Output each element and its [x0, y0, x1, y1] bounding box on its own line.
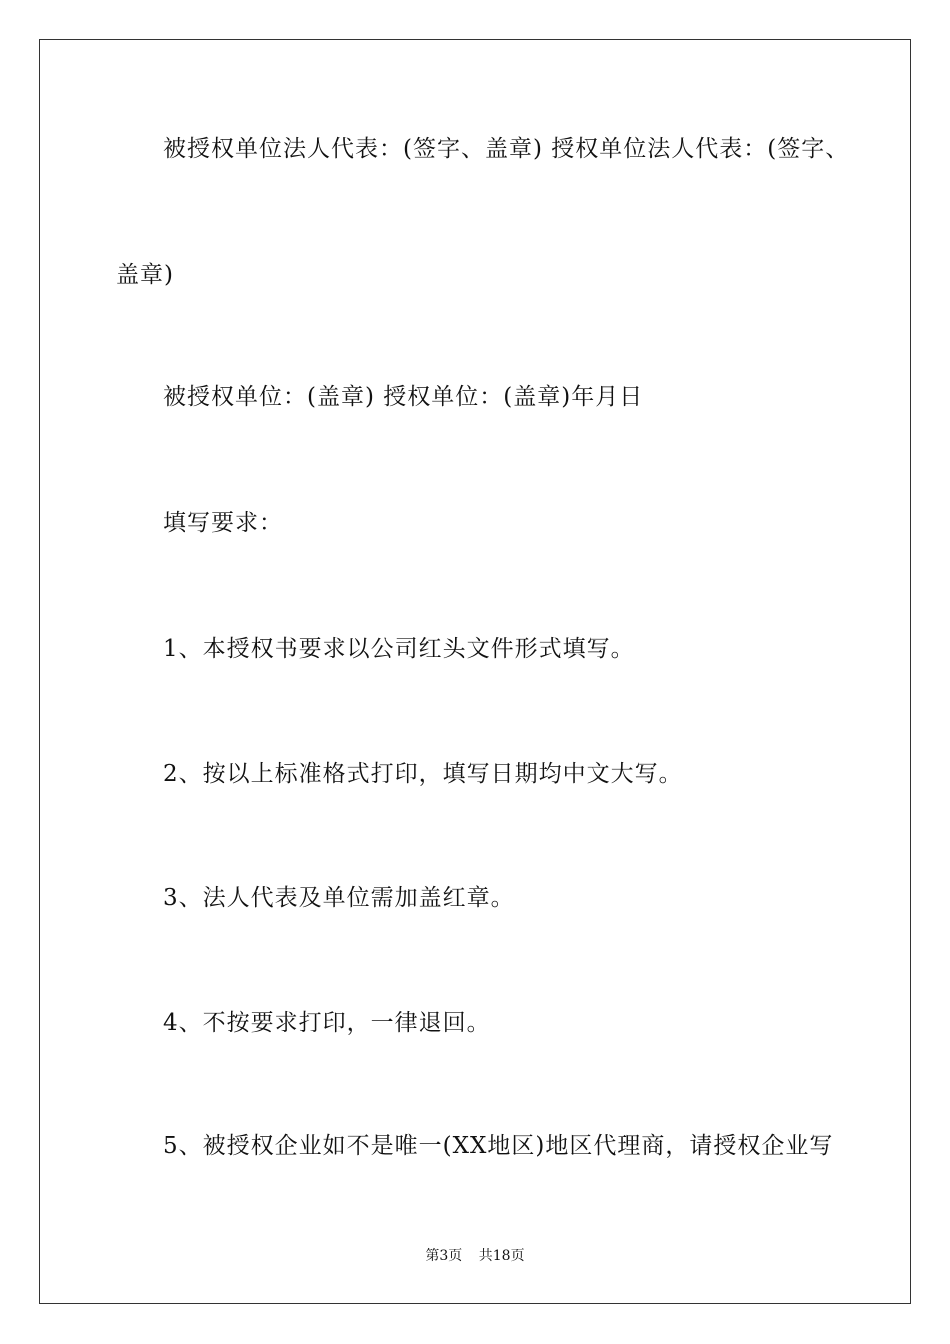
- requirement-item-4: 4、不按要求打印，一律退回。: [163, 1010, 491, 1036]
- paragraph-signature-continuation: 盖章): [116, 262, 174, 288]
- paragraph-signature-line: 被授权单位法人代表：(签字、盖章) 授权单位法人代表：(签字、: [163, 136, 850, 162]
- page-footer: [0, 1247, 950, 1265]
- requirement-item-3: 3、法人代表及单位需加盖红章。: [163, 885, 515, 911]
- paragraph-requirements-heading: 填写要求：: [163, 510, 283, 536]
- page-frame: [39, 39, 911, 1304]
- paragraph-seal-line: 被授权单位：(盖章) 授权单位：(盖章)年月日: [163, 384, 644, 410]
- requirement-item-5: 5、被授权企业如不是唯一(XX地区)地区代理商，请授权企业写: [163, 1133, 834, 1159]
- requirement-item-1: 1、本授权书要求以公司红头文件形式填写。: [163, 636, 635, 662]
- requirement-item-2: 2、按以上标准格式打印，填写日期均中文大写。: [163, 761, 683, 787]
- page-number: 第3页: [425, 1248, 463, 1264]
- page-total: 共18页: [478, 1248, 525, 1264]
